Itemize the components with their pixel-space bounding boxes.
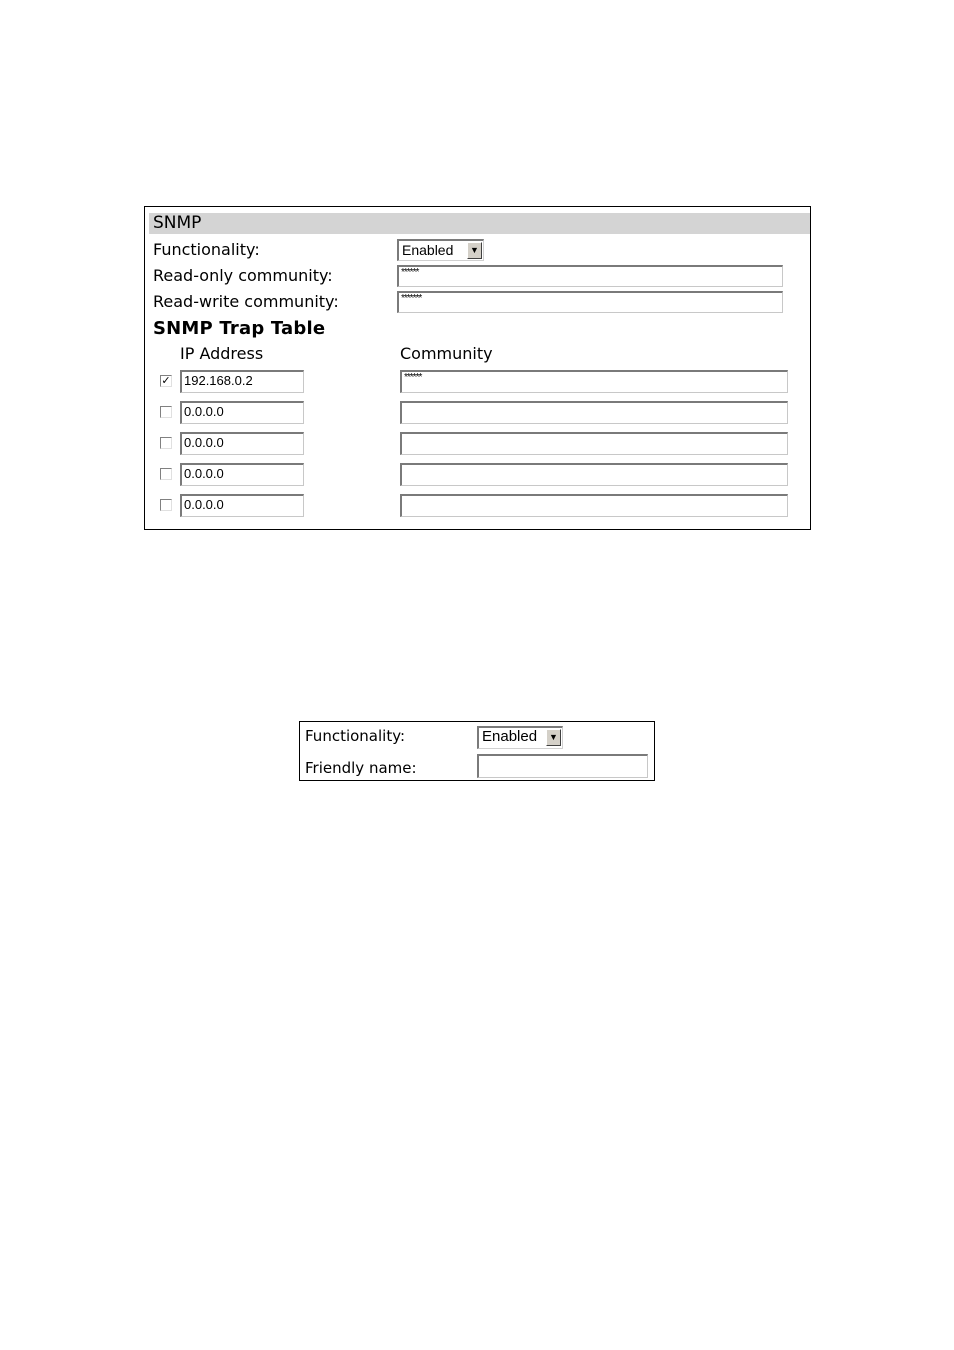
community-column-header: Community xyxy=(400,344,493,363)
chevron-down-icon[interactable]: ▼ xyxy=(467,242,482,259)
upnp-functionality-value: Enabled xyxy=(482,728,538,745)
read-write-community-input[interactable]: ******* xyxy=(397,291,783,313)
functionality-value: Enabled xyxy=(402,242,454,258)
trap-enable-checkbox[interactable] xyxy=(160,499,172,511)
trap-community-input[interactable]: ****** xyxy=(400,370,788,393)
functionality-select[interactable] xyxy=(397,239,484,261)
ip-address-column-header: IP Address xyxy=(180,344,264,363)
chevron-down-icon[interactable]: ▼ xyxy=(546,729,561,746)
trap-enable-checkbox[interactable] xyxy=(160,468,172,480)
read-write-community-label: Read-write community: xyxy=(153,292,339,311)
trap-community-input[interactable] xyxy=(400,401,788,424)
snmp-header: SNMP xyxy=(149,213,810,234)
upnp-functionality-label: Functionality: xyxy=(305,727,406,745)
friendly-name-label: Friendly name: xyxy=(305,759,417,777)
trap-community-input[interactable] xyxy=(400,463,788,486)
trap-enable-checkbox[interactable] xyxy=(160,437,172,449)
trap-community-input[interactable] xyxy=(400,494,788,517)
trap-enable-checkbox[interactable]: ✓ xyxy=(161,374,171,387)
trap-ip-input[interactable]: 0.0.0.0 xyxy=(180,432,304,455)
read-only-community-label: Read-only community: xyxy=(153,266,333,285)
upnp-panel xyxy=(299,721,655,781)
trap-ip-input[interactable]: 0.0.0.0 xyxy=(180,463,304,486)
functionality-label: Functionality: xyxy=(153,240,260,259)
trap-ip-input[interactable]: 192.168.0.2 xyxy=(180,370,304,393)
snmp-panel xyxy=(144,206,811,530)
trap-table-title: SNMP Trap Table xyxy=(153,318,326,339)
trap-ip-input[interactable]: 0.0.0.0 xyxy=(180,401,304,424)
trap-enable-checkbox[interactable] xyxy=(160,406,172,418)
trap-community-input[interactable] xyxy=(400,432,788,455)
friendly-name-input[interactable] xyxy=(477,754,648,778)
read-only-community-input[interactable]: ****** xyxy=(397,265,783,287)
trap-ip-input[interactable]: 0.0.0.0 xyxy=(180,494,304,517)
upnp-functionality-select[interactable] xyxy=(477,726,563,749)
